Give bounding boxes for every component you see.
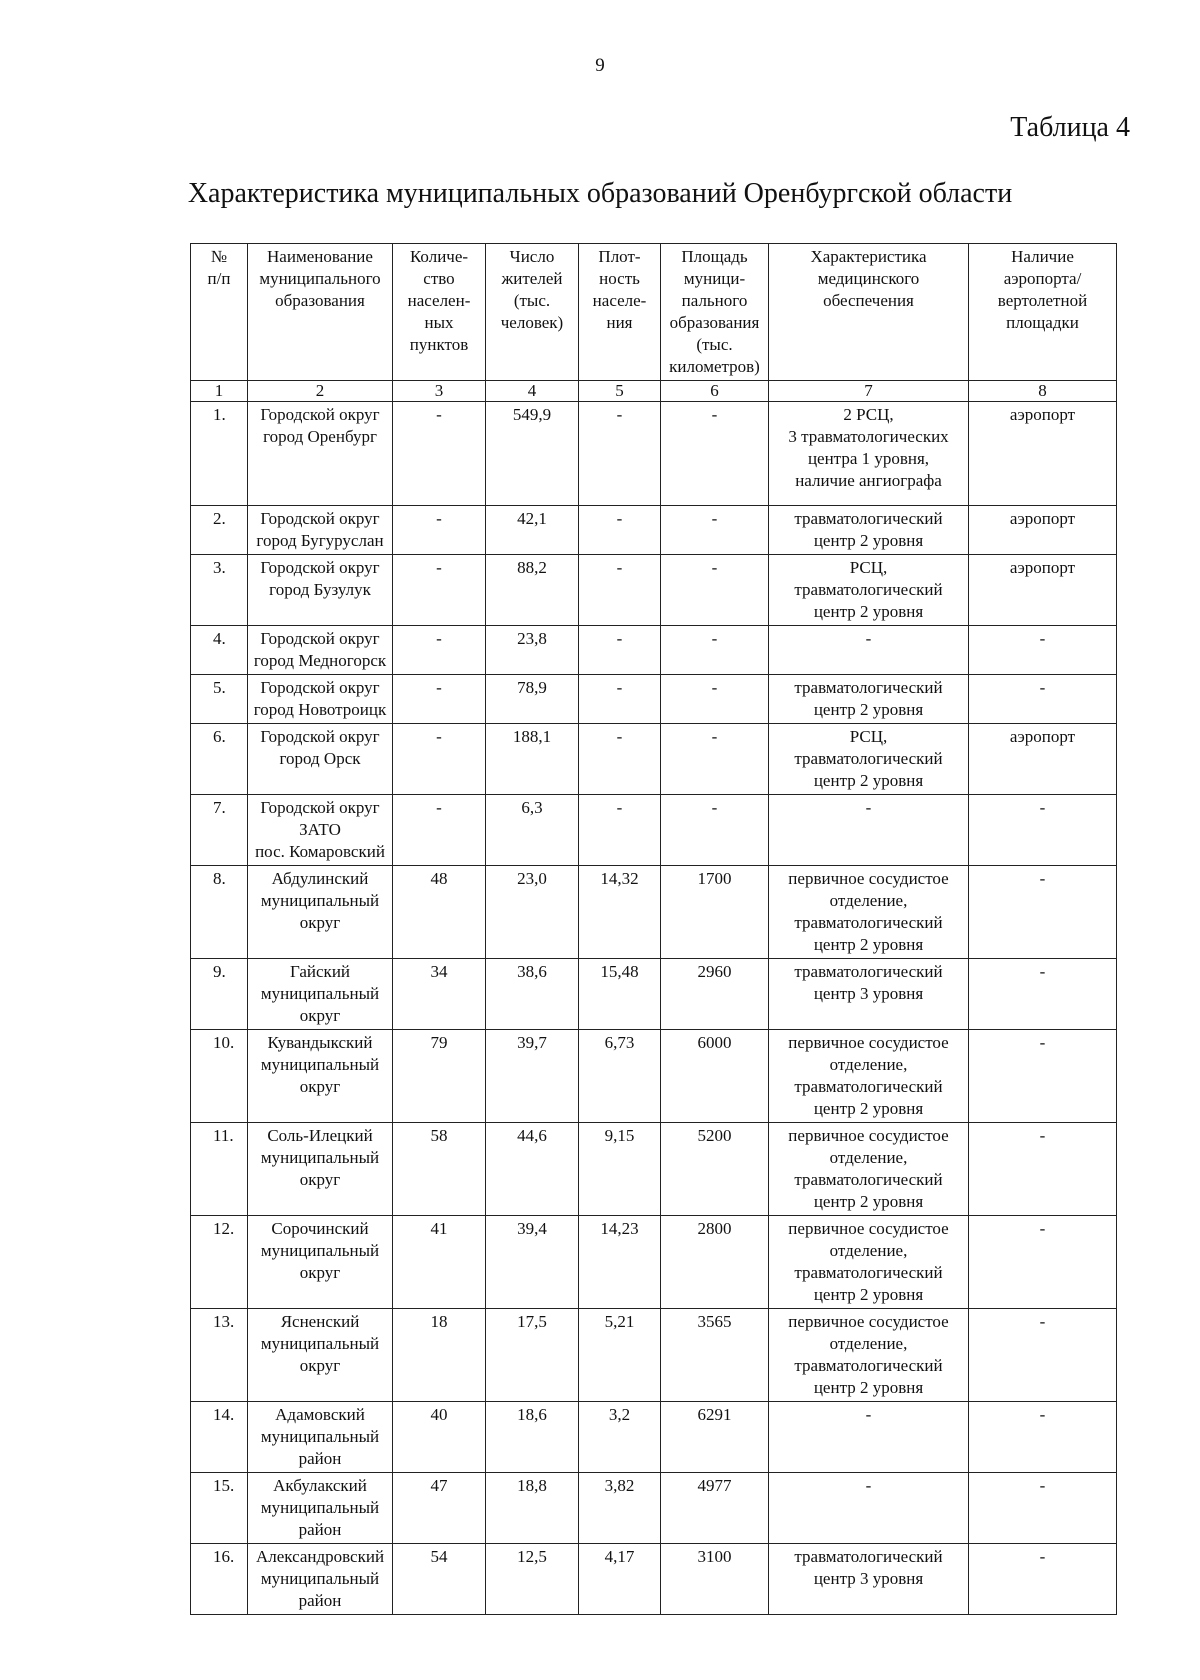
- header-line: №: [210, 247, 228, 266]
- header-cell: [661, 244, 769, 381]
- header-cell: [393, 244, 486, 381]
- header-line: аэропорта/: [1003, 269, 1082, 288]
- municipality-name-line: муниципальный: [260, 1241, 380, 1260]
- population-value: 23,0: [486, 866, 579, 959]
- table-row: [191, 1309, 1117, 1402]
- settlements-count: 40: [393, 1402, 486, 1473]
- settlements-count: 34: [393, 959, 486, 1030]
- municipality-name: [248, 1216, 393, 1309]
- municipality-name-line: Городской округ: [260, 629, 380, 648]
- settlements-count: -: [393, 675, 486, 724]
- header-line: образования: [275, 291, 365, 310]
- settlements-count: -: [393, 402, 486, 506]
- header-line: ность: [599, 269, 640, 288]
- airport-availability: -: [969, 795, 1117, 866]
- medical-support: [769, 866, 969, 959]
- settlements-count: 18: [393, 1309, 486, 1402]
- table-body: [191, 402, 1117, 1615]
- medical-support: [769, 506, 969, 555]
- municipality-name-line: округ: [299, 1077, 341, 1096]
- header-line: километров): [669, 357, 760, 376]
- medical-support-line: отделение,: [829, 1055, 908, 1074]
- medical-support-line: первичное сосудистое: [788, 1126, 949, 1145]
- municipality-name: [248, 1030, 393, 1123]
- municipality-name-line: район: [298, 1449, 342, 1468]
- header-line: Наличие: [1011, 247, 1074, 266]
- area-value: -: [661, 795, 769, 866]
- airport-availability: аэропорт: [969, 724, 1117, 795]
- header-line: Характеристика: [810, 247, 927, 266]
- population-value: 12,5: [486, 1544, 579, 1615]
- row-number: 5.: [191, 675, 248, 724]
- municipality-name-line: город Новотроицк: [253, 700, 387, 719]
- municipality-name-line: муниципальный: [260, 1055, 380, 1074]
- medical-support-line: -: [865, 1476, 872, 1495]
- header-line: Число: [509, 247, 555, 266]
- municipality-name-line: Соль-Илецкий: [267, 1126, 373, 1145]
- medical-support-line: центр 2 уровня: [813, 531, 924, 550]
- municipality-name: [248, 959, 393, 1030]
- density-value: 6,73: [579, 1030, 661, 1123]
- airport-availability: -: [969, 626, 1117, 675]
- municipality-name-line: муниципальный: [260, 984, 380, 1003]
- table-row: [191, 675, 1117, 724]
- area-value: 6000: [661, 1030, 769, 1123]
- municipality-name: [248, 555, 393, 626]
- medical-support: [769, 1402, 969, 1473]
- table-row: [191, 1123, 1117, 1216]
- medical-support: [769, 1123, 969, 1216]
- municipality-name-line: Гайский: [289, 962, 351, 981]
- municipality-name-line: город Орск: [279, 749, 361, 768]
- row-number: 9.: [191, 959, 248, 1030]
- population-value: 18,8: [486, 1473, 579, 1544]
- area-value: 5200: [661, 1123, 769, 1216]
- municipality-name-line: округ: [299, 1263, 341, 1282]
- header-line: Наименование: [267, 247, 373, 266]
- column-number: 4: [486, 381, 579, 402]
- area-value: 4977: [661, 1473, 769, 1544]
- population-value: 549,9: [486, 402, 579, 506]
- header-line: обеспечения: [823, 291, 914, 310]
- municipality-name: [248, 866, 393, 959]
- airport-availability: -: [969, 1309, 1117, 1402]
- population-value: 38,6: [486, 959, 579, 1030]
- municipality-name-line: Городской округ: [260, 509, 380, 528]
- municipality-name: [248, 1402, 393, 1473]
- population-value: 188,1: [486, 724, 579, 795]
- area-value: -: [661, 555, 769, 626]
- municipality-name-line: Сорочинский: [271, 1219, 369, 1238]
- density-value: -: [579, 506, 661, 555]
- municipality-name-line: муниципальный: [260, 1148, 380, 1167]
- medical-support: [769, 795, 969, 866]
- column-number: 2: [248, 381, 393, 402]
- medical-support-line: первичное сосудистое: [788, 1219, 949, 1238]
- settlements-count: 47: [393, 1473, 486, 1544]
- municipality-name: [248, 506, 393, 555]
- page-number: 9: [595, 55, 605, 76]
- municipality-name-line: Городской округ: [260, 558, 380, 577]
- medical-support-line: центр 2 уровня: [813, 935, 924, 954]
- header-line: п/п: [207, 269, 231, 288]
- medical-support-line: центр 2 уровня: [813, 1192, 924, 1211]
- table-row: [191, 959, 1117, 1030]
- medical-support-line: травматологический: [794, 1077, 943, 1096]
- municipality-name: [248, 1544, 393, 1615]
- header-row: [191, 244, 1117, 381]
- column-number: 6: [661, 381, 769, 402]
- municipality-name-line: район: [298, 1591, 342, 1610]
- medical-support-line: отделение,: [829, 1148, 908, 1167]
- header-line: муниципального: [259, 269, 381, 288]
- header-line: человек): [500, 313, 564, 332]
- medical-support: [769, 1309, 969, 1402]
- medical-support-line: центр 2 уровня: [813, 1285, 924, 1304]
- municipality-name-line: муниципальный: [260, 1334, 380, 1353]
- medical-support-line: травматологический: [794, 509, 943, 528]
- header-cell: [486, 244, 579, 381]
- municipality-name-line: город Медногорск: [253, 651, 387, 670]
- settlements-count: 41: [393, 1216, 486, 1309]
- column-number: 3: [393, 381, 486, 402]
- table-row: [191, 795, 1117, 866]
- municipality-name-line: Городской округ: [260, 727, 380, 746]
- settlements-count: -: [393, 506, 486, 555]
- row-number: 12.: [191, 1216, 248, 1309]
- municipality-name-line: Городской округ: [260, 405, 380, 424]
- medical-support-line: травматологический: [794, 678, 943, 697]
- row-number: 15.: [191, 1473, 248, 1544]
- municipality-name: [248, 1123, 393, 1216]
- settlements-count: -: [393, 724, 486, 795]
- row-number: 10.: [191, 1030, 248, 1123]
- airport-availability: -: [969, 1216, 1117, 1309]
- municipality-name-line: город Бугуруслан: [256, 531, 384, 550]
- municipality-name-line: Ясненский: [280, 1312, 360, 1331]
- row-number: 14.: [191, 1402, 248, 1473]
- header-line: (тыс.: [696, 335, 733, 354]
- municipality-name-line: муниципальный: [260, 1569, 380, 1588]
- settlements-count: -: [393, 555, 486, 626]
- medical-support-line: центр 2 уровня: [813, 771, 924, 790]
- municipality-name-line: город Бузулук: [269, 580, 371, 599]
- density-value: -: [579, 555, 661, 626]
- header-line: (тыс.: [513, 291, 551, 310]
- municipality-name: [248, 626, 393, 675]
- municipality-name: [248, 1473, 393, 1544]
- medical-support-line: травматологический: [794, 962, 943, 981]
- municipality-name-line: Кувандыкский: [267, 1033, 373, 1052]
- population-value: 44,6: [486, 1123, 579, 1216]
- medical-support-line: наличие ангиографа: [795, 471, 942, 490]
- medical-support-line: центр 2 уровня: [813, 602, 924, 621]
- airport-availability: -: [969, 1030, 1117, 1123]
- municipality-name-line: муниципальный: [260, 1427, 380, 1446]
- population-value: 17,5: [486, 1309, 579, 1402]
- column-number-row: [191, 381, 1117, 402]
- airport-availability: аэропорт: [969, 506, 1117, 555]
- medical-support-line: травматологический: [794, 913, 943, 932]
- municipality-name-line: муниципальный: [260, 1498, 380, 1517]
- table-row: [191, 1544, 1117, 1615]
- row-number: 11.: [191, 1123, 248, 1216]
- population-value: 6,3: [486, 795, 579, 866]
- row-number: 2.: [191, 506, 248, 555]
- medical-support: [769, 724, 969, 795]
- medical-support-line: первичное сосудистое: [788, 1033, 949, 1052]
- header-line: населен-: [407, 291, 471, 310]
- medical-support: [769, 1216, 969, 1309]
- municipality-name: [248, 724, 393, 795]
- medical-support-line: -: [865, 1405, 872, 1424]
- medical-support-line: травматологический: [794, 1547, 943, 1566]
- municipalities-table: [190, 243, 1117, 1615]
- header-line: ных: [424, 313, 454, 332]
- density-value: -: [579, 402, 661, 506]
- density-value: 5,21: [579, 1309, 661, 1402]
- header-line: пального: [681, 291, 748, 310]
- airport-availability: -: [969, 866, 1117, 959]
- area-value: 3100: [661, 1544, 769, 1615]
- column-number: 8: [969, 381, 1117, 402]
- medical-support-line: РСЦ,: [849, 558, 888, 577]
- settlements-count: 48: [393, 866, 486, 959]
- header-cell: [969, 244, 1117, 381]
- municipality-name-line: округ: [299, 1170, 341, 1189]
- table-row: [191, 724, 1117, 795]
- settlements-count: -: [393, 795, 486, 866]
- medical-support-line: отделение,: [829, 891, 908, 910]
- area-value: -: [661, 506, 769, 555]
- area-value: 2800: [661, 1216, 769, 1309]
- medical-support-line: первичное сосудистое: [788, 1312, 949, 1331]
- row-number: 6.: [191, 724, 248, 795]
- medical-support: [769, 626, 969, 675]
- medical-support-line: центр 3 уровня: [813, 1569, 924, 1588]
- density-value: 9,15: [579, 1123, 661, 1216]
- medical-support: [769, 959, 969, 1030]
- municipality-name-line: Александровский: [255, 1547, 385, 1566]
- medical-support-line: травматологический: [794, 580, 943, 599]
- area-value: 3565: [661, 1309, 769, 1402]
- area-value: 6291: [661, 1402, 769, 1473]
- population-value: 42,1: [486, 506, 579, 555]
- table-row: [191, 1402, 1117, 1473]
- municipality-name-line: Акбулакский: [273, 1476, 367, 1495]
- density-value: 15,48: [579, 959, 661, 1030]
- row-number: 13.: [191, 1309, 248, 1402]
- medical-support-line: травматологический: [794, 749, 943, 768]
- airport-availability: -: [969, 1402, 1117, 1473]
- municipality-name-line: район: [298, 1520, 342, 1539]
- population-value: 39,4: [486, 1216, 579, 1309]
- airport-availability: -: [969, 1473, 1117, 1544]
- table-label: Таблица 4: [1010, 112, 1130, 143]
- header-line: муници-: [683, 269, 746, 288]
- medical-support-line: отделение,: [829, 1241, 908, 1260]
- airport-availability: аэропорт: [969, 555, 1117, 626]
- medical-support: [769, 1473, 969, 1544]
- airport-availability: -: [969, 675, 1117, 724]
- settlements-count: 79: [393, 1030, 486, 1123]
- medical-support-line: РСЦ,: [849, 727, 888, 746]
- density-value: -: [579, 795, 661, 866]
- density-value: 3,82: [579, 1473, 661, 1544]
- municipality-name: [248, 795, 393, 866]
- municipality-name-line: ЗАТО: [299, 820, 341, 839]
- municipality-name-line: пос. Комаровский: [255, 842, 385, 861]
- row-number: 3.: [191, 555, 248, 626]
- header-line: пунктов: [409, 335, 469, 354]
- medical-support: [769, 402, 969, 506]
- population-value: 23,8: [486, 626, 579, 675]
- density-value: -: [579, 675, 661, 724]
- population-value: 18,6: [486, 1402, 579, 1473]
- medical-support-line: центр 3 уровня: [813, 984, 924, 1003]
- header-line: Площадь: [681, 247, 748, 266]
- medical-support-line: травматологический: [794, 1263, 943, 1282]
- municipality-name-line: Абдулинский: [271, 869, 369, 888]
- municipality-name: [248, 402, 393, 506]
- municipality-name-line: муниципальный: [260, 891, 380, 910]
- header-line: населе-: [592, 291, 647, 310]
- medical-support-line: центр 2 уровня: [813, 1378, 924, 1397]
- density-value: 4,17: [579, 1544, 661, 1615]
- medical-support-line: первичное сосудистое: [788, 869, 949, 888]
- municipality-name-line: город Оренбург: [263, 427, 377, 446]
- medical-support-line: центр 2 уровня: [813, 700, 924, 719]
- table-row: [191, 626, 1117, 675]
- area-value: 2960: [661, 959, 769, 1030]
- density-value: -: [579, 724, 661, 795]
- table-row: [191, 1473, 1117, 1544]
- row-number: 8.: [191, 866, 248, 959]
- airport-availability: аэропорт: [969, 402, 1117, 506]
- medical-support: [769, 1030, 969, 1123]
- medical-support-line: -: [865, 629, 872, 648]
- row-number: 1.: [191, 402, 248, 506]
- area-value: -: [661, 724, 769, 795]
- airport-availability: -: [969, 1544, 1117, 1615]
- header-line: медицинского: [817, 269, 920, 288]
- area-value: -: [661, 402, 769, 506]
- municipality-name-line: округ: [299, 913, 341, 932]
- municipality-name-line: округ: [299, 1006, 341, 1025]
- settlements-count: 54: [393, 1544, 486, 1615]
- medical-support-line: травматологический: [794, 1170, 943, 1189]
- header-line: площадки: [1006, 313, 1079, 332]
- population-value: 78,9: [486, 675, 579, 724]
- medical-support-line: отделение,: [829, 1334, 908, 1353]
- table-row: [191, 1030, 1117, 1123]
- column-number: 7: [769, 381, 969, 402]
- page-title: Характеристика муниципальных образований Оренбургской области: [187, 178, 1013, 209]
- medical-support: [769, 675, 969, 724]
- density-value: 14,23: [579, 1216, 661, 1309]
- municipality-name-line: округ: [299, 1356, 341, 1375]
- header-line: Плот-: [598, 247, 641, 266]
- table-row: [191, 506, 1117, 555]
- row-number: 7.: [191, 795, 248, 866]
- airport-availability: -: [969, 959, 1117, 1030]
- medical-support-line: 3 травматологических: [788, 427, 949, 446]
- header-cell: [769, 244, 969, 381]
- header-cell: [248, 244, 393, 381]
- municipality-name-line: Адамовский: [275, 1405, 365, 1424]
- medical-support-line: травматологический: [794, 1356, 943, 1375]
- medical-support-line: центр 2 уровня: [813, 1099, 924, 1118]
- settlements-count: 58: [393, 1123, 486, 1216]
- header-line: жителей: [501, 269, 563, 288]
- municipality-name-line: Городской округ: [260, 678, 380, 697]
- population-value: 88,2: [486, 555, 579, 626]
- table-row: [191, 866, 1117, 959]
- density-value: -: [579, 626, 661, 675]
- medical-support-line: 2 РСЦ,: [843, 405, 894, 424]
- settlements-count: -: [393, 626, 486, 675]
- column-number: 1: [191, 381, 248, 402]
- table-row: [191, 402, 1117, 506]
- density-value: 14,32: [579, 866, 661, 959]
- medical-support-line: -: [865, 798, 872, 817]
- column-number: 5: [579, 381, 661, 402]
- density-value: 3,2: [579, 1402, 661, 1473]
- row-number: 4.: [191, 626, 248, 675]
- area-value: -: [661, 675, 769, 724]
- municipality-name: [248, 1309, 393, 1402]
- medical-support-line: центра 1 уровня,: [807, 449, 930, 468]
- header-line: ния: [606, 313, 633, 332]
- area-value: -: [661, 626, 769, 675]
- medical-support: [769, 555, 969, 626]
- header-line: вертолетной: [997, 291, 1088, 310]
- population-value: 39,7: [486, 1030, 579, 1123]
- table-row: [191, 555, 1117, 626]
- header-line: ство: [423, 269, 455, 288]
- table-row: [191, 1216, 1117, 1309]
- header-cell: [579, 244, 661, 381]
- airport-availability: -: [969, 1123, 1117, 1216]
- row-number: 16.: [191, 1544, 248, 1615]
- area-value: 1700: [661, 866, 769, 959]
- municipality-name-line: Городской округ: [260, 798, 380, 817]
- header-line: образования: [669, 313, 760, 332]
- header-cell: [191, 244, 248, 381]
- header-line: Количе-: [409, 247, 469, 266]
- municipality-name: [248, 675, 393, 724]
- medical-support: [769, 1544, 969, 1615]
